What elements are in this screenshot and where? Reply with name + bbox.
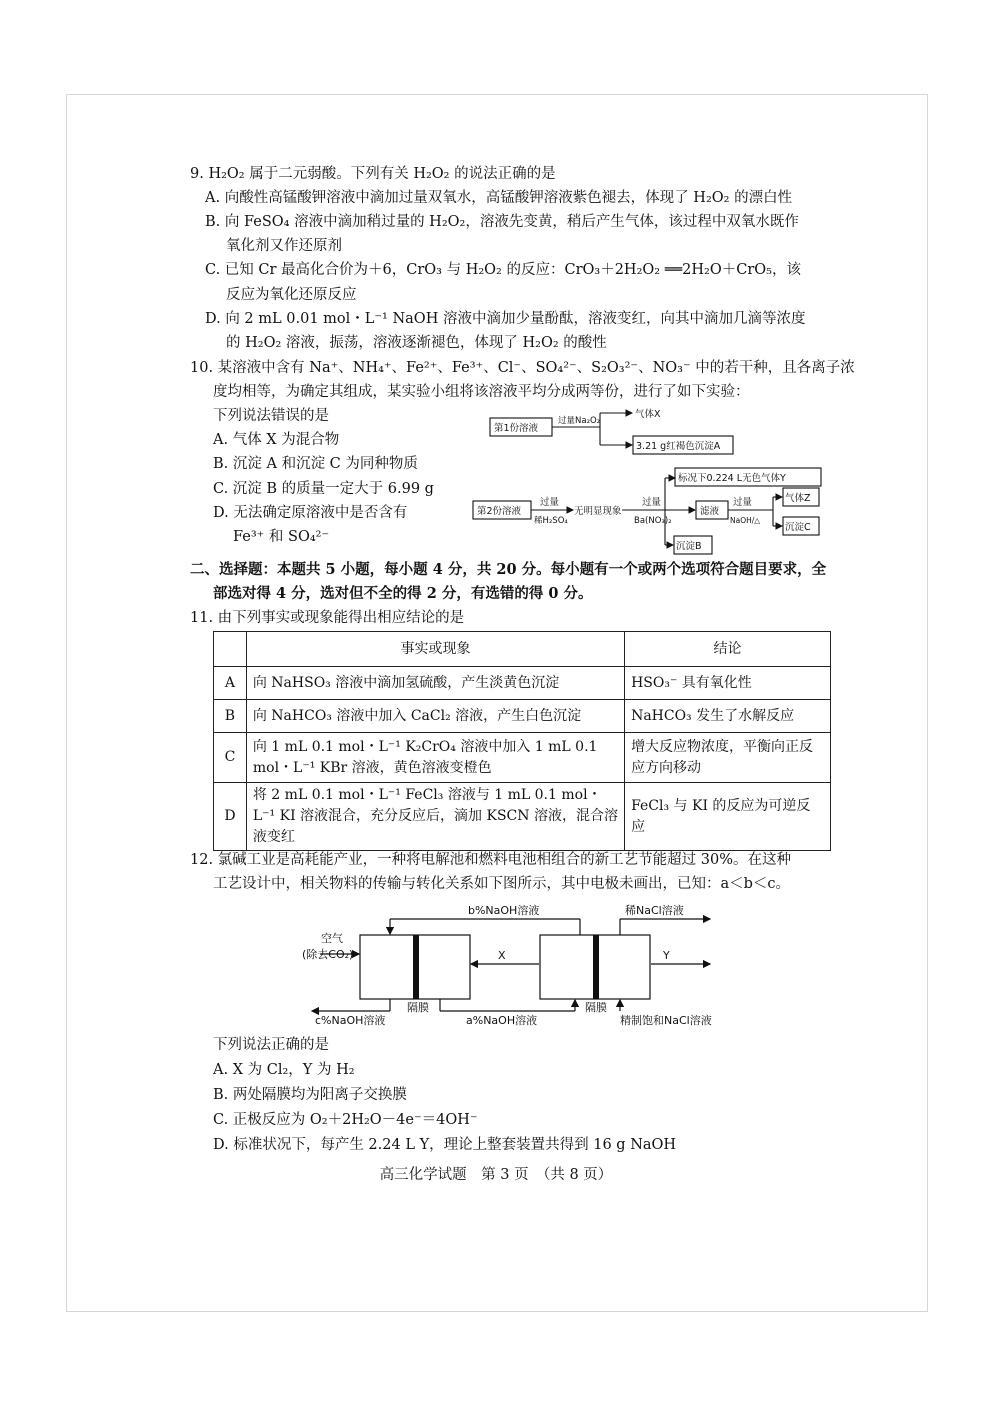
q10-ask: 下列说法错误的是: [213, 408, 329, 424]
membrane-2: [593, 935, 599, 999]
precip-b-label: 沉淀B: [676, 541, 702, 552]
c-naoh-label: c%NaOH溶液: [315, 1014, 386, 1027]
table-row: [214, 733, 831, 783]
q10-option-c: C. 沉淀 B 的质量一定大于 6.99 g: [213, 481, 434, 497]
reagent3-bottom: Ba(NO₃)₂: [634, 516, 672, 526]
q12-option-b: B. 两处隔膜均为阳离子交换膜: [213, 1087, 407, 1103]
row-label: B: [214, 700, 247, 733]
reagent2-top: 过量: [540, 497, 560, 508]
q12-ask: 下列说法正确的是: [213, 1037, 329, 1053]
row-conclusion: NaHCO₃ 发生了水解反应: [625, 700, 831, 733]
a-naoh-label: a%NaOH溶液: [466, 1014, 538, 1027]
b-naoh-label: b%NaOH溶液: [468, 904, 540, 917]
q12-stem-line1: 12. 氯碱工业是高耗能产业，一种将电解池和燃料电池相组合的新工艺节能超过 30%。在这种: [190, 852, 792, 868]
reagent2-bottom: 稀H₂SO₄: [534, 516, 568, 526]
reagent3-top: 过量: [642, 497, 662, 508]
q9-option-c-line2: 反应为氧化还原反应: [226, 287, 357, 303]
row-label: C: [214, 733, 247, 783]
no-phenomenon-label: 无明显现象: [574, 506, 622, 517]
row-fact: 向 NaHCO₃ 溶液中加入 CaCl₂ 溶液，产生白色沉淀: [246, 700, 624, 733]
q10-option-b: B. 沉淀 A 和沉淀 C 为同种物质: [213, 456, 418, 472]
q9-option-a: A. 向酸性高锰酸钾溶液中滴加过量双氧水，高锰酸钾溶液紫色褪去，体现了 H₂O₂ 的漂白性: [205, 190, 793, 206]
table-header-fact: 事实或现象: [246, 632, 624, 667]
table-row: [214, 667, 831, 700]
q10-option-d-line1: D. 无法确定原溶液中是否含有: [213, 505, 408, 521]
q12-option-a: A. X 为 Cl₂，Y 为 H₂: [213, 1062, 355, 1078]
row-fact: 向 NaHSO₃ 溶液中滴加氢硫酸，产生淡黄色沉淀: [246, 667, 624, 700]
q11-table: [213, 631, 831, 851]
row-conclusion: 增大反应物浓度，平衡向正反应方向移动: [625, 733, 831, 783]
table-header-row: [214, 632, 831, 667]
gas-y-label: 标况下0.224 L无色气体Y: [678, 473, 786, 484]
air-label: 空气: [321, 932, 343, 945]
dilute-nacl-label: 稀NaCl溶液: [625, 904, 684, 917]
part2-label: 第2份溶液: [477, 506, 522, 517]
reagent4-top: 过量: [733, 497, 753, 508]
row-conclusion: FeCl₃ 与 KI 的反应为可逆反应: [625, 783, 831, 851]
precip-c-label: 沉淀C: [785, 522, 811, 533]
table-header-blank: [214, 632, 247, 667]
precip-a-label: 3.21 g红褐色沉淀A: [636, 441, 721, 452]
q12-option-c: C. 正极反应为 O₂＋2H₂O－4e⁻＝4OH⁻: [213, 1112, 478, 1128]
reagent1-label: 过量Na₂O₂: [558, 416, 601, 426]
table-row: [214, 700, 831, 733]
y-label: Y: [663, 949, 670, 962]
q11-stem: 11. 由下列事实或现象能得出相应结论的是: [190, 610, 465, 626]
q10-stem-line1: 10. 某溶液中含有 Na⁺、NH₄⁺、Fe²⁺、Fe³⁺、Cl⁻、SO₄²⁻、S₂O₃²⁻、NO₃⁻ 中的若干种，且各离子浓: [190, 360, 855, 376]
row-label: A: [214, 667, 247, 700]
row-fact: 将 2 mL 0.1 mol・L⁻¹ FeCl₃ 溶液与 1 mL 0.1 mol・L⁻¹ KI 溶液混合，充分反应后，滴加 KSCN 溶液，混合溶液变红: [246, 783, 624, 851]
row-label: D: [214, 783, 247, 851]
q9-option-d-line2: 的 H₂O₂ 溶液，振荡，溶液逐渐褪色，体现了 H₂O₂ 的酸性: [226, 335, 607, 351]
sat-nacl-label: 精制饱和NaCl溶液: [620, 1014, 712, 1027]
q10-option-a: A. 气体 X 为混合物: [213, 432, 340, 448]
q9-option-b-line2: 氧化剂又作还原剂: [226, 238, 342, 254]
membrane1-label: 隔膜: [407, 1001, 429, 1014]
q10-stem-line2: 度均相等，为确定其组成，某实验小组将该溶液平均分成两等份，进行了如下实验：: [213, 384, 750, 400]
x-label: X: [498, 949, 506, 962]
q12-stem-line2: 工艺设计中，相关物料的传输与转化关系如下图所示，其中电极未画出，已知：a＜b＜c。: [213, 876, 791, 892]
filtrate-label: 滤液: [700, 506, 720, 517]
page-footer: 高三化学试题 第 3 页 （共 8 页）: [379, 1167, 613, 1183]
q12-apparatus-diagram: [290, 902, 730, 1028]
section2-line2: 部选对得 4 分，选对但不全的得 2 分，有选错的得 0 分。: [213, 585, 593, 602]
table-row: [214, 783, 831, 851]
air-note-label: (除去CO₂): [302, 948, 354, 961]
gas-z-label: 气体Z: [785, 493, 811, 504]
membrane2-label: 隔膜: [585, 1001, 607, 1014]
q10-option-d-line2: Fe³⁺ 和 SO₄²⁻: [233, 529, 330, 545]
part1-label: 第1份溶液: [494, 423, 539, 434]
q10-flowchart: [470, 405, 840, 555]
gas-x-label: 气体X: [635, 409, 661, 420]
q9-option-b-line1: B. 向 FeSO₄ 溶液中滴加稍过量的 H₂O₂，溶液先变黄，稍后产生气体，该过程中双氧水既作: [205, 214, 799, 230]
row-fact: 向 1 mL 0.1 mol・L⁻¹ K₂CrO₄ 溶液中加入 1 mL 0.1 mol・L⁻¹ KBr 溶液，黄色溶液变橙色: [246, 733, 624, 783]
q9-option-c-line1: C. 已知 Cr 最高化合价为＋6，CrO₃ 与 H₂O₂ 的反应：CrO₃＋2H₂O₂ ══2H₂O＋CrO₅，该: [205, 262, 801, 278]
section2-line1: 二、选择题：本题共 5 小题，每小题 4 分，共 20 分。每小题有一个或两个选项符合题目要求，全: [190, 561, 827, 578]
reagent4-bottom: NaOH/△: [730, 516, 761, 525]
q12-option-d: D. 标准状况下，每产生 2.24 L Y，理论上整套装置共得到 16 g NaOH: [213, 1137, 677, 1153]
table-header-conclusion: 结论: [625, 632, 831, 667]
row-conclusion: HSO₃⁻ 具有氧化性: [625, 667, 831, 700]
q9-stem: 9. H₂O₂ 属于二元弱酸。下列有关 H₂O₂ 的说法正确的是: [190, 166, 556, 182]
membrane-1: [413, 935, 419, 999]
q9-option-d-line1: D. 向 2 mL 0.01 mol・L⁻¹ NaOH 溶液中滴加少量酚酞，溶液变红，向其中滴加几滴等浓度: [205, 311, 806, 327]
